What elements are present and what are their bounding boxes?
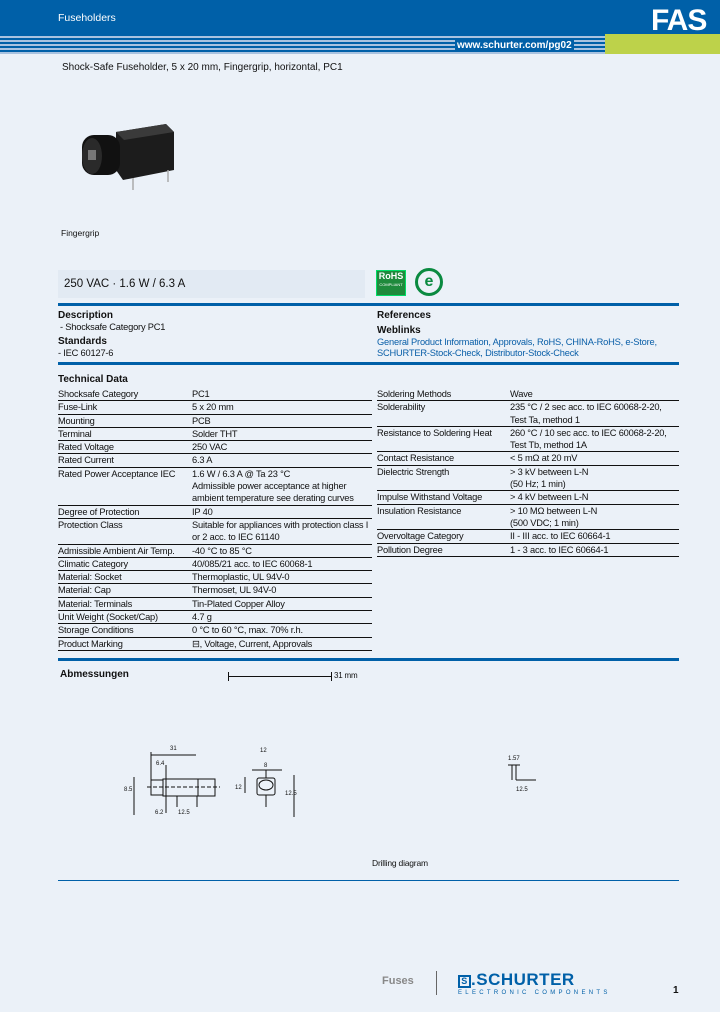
table-row — [58, 441, 372, 454]
footer-section: Fuses — [382, 975, 414, 987]
row-label: Degree of Protection — [58, 505, 192, 518]
rohs-badge — [376, 270, 406, 296]
table-row — [58, 571, 372, 584]
row-label: Mounting — [58, 414, 192, 427]
row-value: > 3 kV between L-N (50 Hz; 1 min) — [510, 465, 679, 491]
row-value: Tin-Plated Copper Alloy — [192, 597, 372, 610]
website-link[interactable]: www.schurter.com/pg02 — [457, 40, 572, 51]
dim-a: 6.4 — [156, 761, 165, 767]
row-label: Soldering Methods — [377, 388, 510, 401]
row-label: Pollution Degree — [377, 543, 510, 556]
table-row — [58, 597, 372, 610]
rohs-sublabel: COMPLIANT — [379, 282, 403, 287]
row-value: Wave — [510, 388, 679, 401]
row-label: Admissible Ambient Air Temp. — [58, 544, 192, 557]
row-value: 4.7 g — [192, 611, 372, 624]
row-value: II - III acc. to IEC 60664-1 — [510, 530, 679, 543]
row-label: Insulation Resistance — [377, 504, 510, 530]
tech-table-right — [377, 388, 679, 557]
row-label: Shocksafe Category — [58, 388, 192, 401]
row-label: Unit Weight (Socket/Cap) — [58, 611, 192, 624]
product-code: FAS — [651, 4, 707, 37]
row-value: 0 °C to 60 °C, max. 70% r.h. — [192, 624, 372, 637]
table-row — [377, 491, 679, 504]
scale-bar — [228, 676, 332, 677]
divider — [58, 658, 679, 661]
row-value: 1 - 3 acc. to IEC 60664-1 — [510, 543, 679, 556]
dim-p1: 1.57 — [508, 756, 520, 762]
weblinks: General Product Information, Approvals, RoHS, CHINA-RoHS, e-Store, SCHURTER-Stock-Check, Distributor-Stock-Check — [377, 337, 657, 358]
table-row — [58, 505, 372, 518]
row-value: 5 x 20 mm — [192, 401, 372, 414]
dim-c: 12.5 — [178, 810, 190, 816]
link-stock-check[interactable]: SCHURTER-Stock-Check — [377, 348, 481, 358]
row-value: 260 °C / 10 sec acc. to IEC 60068-2-20, Test Tb, method 1A — [510, 426, 679, 452]
tech-table-left — [58, 388, 372, 651]
row-label: Overvoltage Category — [377, 530, 510, 543]
row-label: Material: Socket — [58, 571, 192, 584]
row-value: > 4 kV between L-N — [510, 491, 679, 504]
row-label: Fuse-Link — [58, 401, 192, 414]
link-rohs[interactable]: RoHS — [536, 337, 561, 347]
divider — [58, 303, 679, 306]
row-label: Solderability — [377, 401, 510, 427]
dim-d: 12 — [235, 785, 242, 791]
table-row — [58, 637, 372, 650]
row-label: Material: Cap — [58, 584, 192, 597]
row-value: Thermoplastic, UL 94V-0 — [192, 571, 372, 584]
image-caption: Fingergrip — [61, 228, 100, 238]
row-value: IP 40 — [192, 505, 372, 518]
row-label: Dielectric Strength — [377, 465, 510, 491]
product-subtitle: Shock-Safe Fuseholder, 5 x 20 mm, Fingergrip, horizontal, PC1 — [62, 62, 343, 73]
table-row — [58, 454, 372, 467]
drilling-diagram-label: Drilling diagram — [372, 858, 428, 868]
footer-separator — [436, 971, 437, 995]
row-value: Solder THT — [192, 427, 372, 440]
row-value: Thermoset, UL 94V-0 — [192, 584, 372, 597]
table-row — [58, 624, 372, 637]
scale-tick — [228, 672, 229, 681]
table-row — [58, 584, 372, 597]
table-row — [377, 504, 679, 530]
logo-mark-icon: S — [458, 975, 471, 988]
row-value: PCB — [192, 414, 372, 427]
table-row — [377, 452, 679, 465]
references-title: References — [377, 310, 431, 321]
description-text: - Shocksafe Category PC1 — [60, 322, 166, 332]
row-value: 235 °C / 2 sec acc. to IEC 60068-2-20, Test Ta, method 1 — [510, 401, 679, 427]
page-number: 1 — [673, 985, 679, 996]
row-label: Terminal — [58, 427, 192, 440]
link-distributor-stock[interactable]: Distributor-Stock-Check — [485, 348, 579, 358]
row-value: < 5 mΩ at 20 mV — [510, 452, 679, 465]
row-label: Rated Current — [58, 454, 192, 467]
divider — [58, 880, 679, 881]
dim-b: 6.2 — [155, 810, 164, 816]
row-label: Product Marking — [58, 637, 192, 650]
table-row — [377, 543, 679, 556]
product-photo — [78, 120, 188, 195]
link-china-rohs[interactable]: CHINA-RoHS — [565, 337, 621, 347]
standards-title: Standards — [58, 336, 107, 347]
row-value: PC1 — [192, 388, 372, 401]
row-value: ⊟, Voltage, Current, Approvals — [192, 637, 372, 650]
row-label: Climatic Category — [58, 557, 192, 570]
dim-p2: 12.5 — [516, 787, 528, 793]
scale-tick — [331, 672, 332, 681]
description-title: Description — [58, 310, 114, 321]
logo-text: SCHURTER — [476, 970, 575, 989]
standards-text: - IEC 60127-6 — [58, 348, 114, 358]
dimensions-title: Abmessungen — [60, 669, 129, 680]
dim-w: 8 — [264, 763, 268, 769]
dim-top: 12 — [260, 748, 267, 754]
table-row — [58, 544, 372, 557]
table-row — [58, 518, 372, 544]
scale-label: 31 mm — [334, 671, 358, 680]
rohs-label: RoHS — [378, 271, 404, 281]
table-row — [58, 401, 372, 414]
row-value: Suitable for appliances with protection class I or 2 acc. to IEC 61140 — [192, 518, 372, 544]
table-row — [377, 401, 679, 427]
table-row — [58, 467, 372, 505]
row-value: 1.6 W / 6.3 A @ Ta 23 °C Admissible power acceptance at higher ambient temperature see derating curves — [192, 467, 372, 505]
link-approvals[interactable]: Approvals — [492, 337, 533, 347]
dim-e: 12.5 — [285, 791, 297, 797]
row-label: Resistance to Soldering Heat — [377, 426, 510, 452]
table-row — [58, 427, 372, 440]
row-label: Rated Voltage — [58, 441, 192, 454]
rating-text: 250 VAC · 1.6 W / 6.3 A — [64, 278, 186, 290]
link-general-info[interactable]: General Product Information — [377, 337, 489, 347]
table-row — [58, 611, 372, 624]
dimension-drawing — [120, 735, 560, 835]
dim-h: 8.5 — [124, 787, 133, 793]
schurter-logo: S .SCHURTER — [458, 970, 575, 990]
link-estore[interactable]: e-Store — [625, 337, 655, 347]
row-value: -40 °C to 85 °C — [192, 544, 372, 557]
table-row — [58, 557, 372, 570]
row-label: Material: Terminals — [58, 597, 192, 610]
row-label: Contact Resistance — [377, 452, 510, 465]
table-row — [377, 388, 679, 401]
row-value: > 10 MΩ between L-N (500 VDC; 1 min) — [510, 504, 679, 530]
row-label: Storage Conditions — [58, 624, 192, 637]
divider — [58, 362, 679, 365]
table-row — [377, 465, 679, 491]
table-row — [377, 426, 679, 452]
row-label: Protection Class — [58, 518, 192, 544]
logo-subtitle: ELECTRONIC COMPONENTS — [458, 990, 611, 996]
table-row — [377, 530, 679, 543]
row-value: 250 VAC — [192, 441, 372, 454]
category-title: Fuseholders — [58, 12, 116, 24]
weblinks-title: Weblinks — [377, 325, 421, 336]
technical-data-title: Technical Data — [58, 374, 128, 385]
row-value: 40/085/21 acc. to IEC 60068-1 — [192, 557, 372, 570]
dim-length: 31 — [170, 746, 177, 752]
table-row — [58, 388, 372, 401]
row-label: Impulse Withstand Voltage — [377, 491, 510, 504]
china-rohs-icon: e — [415, 268, 443, 296]
row-label: Rated Power Acceptance IEC — [58, 467, 192, 505]
table-row — [58, 414, 372, 427]
row-value: 6.3 A — [192, 454, 372, 467]
